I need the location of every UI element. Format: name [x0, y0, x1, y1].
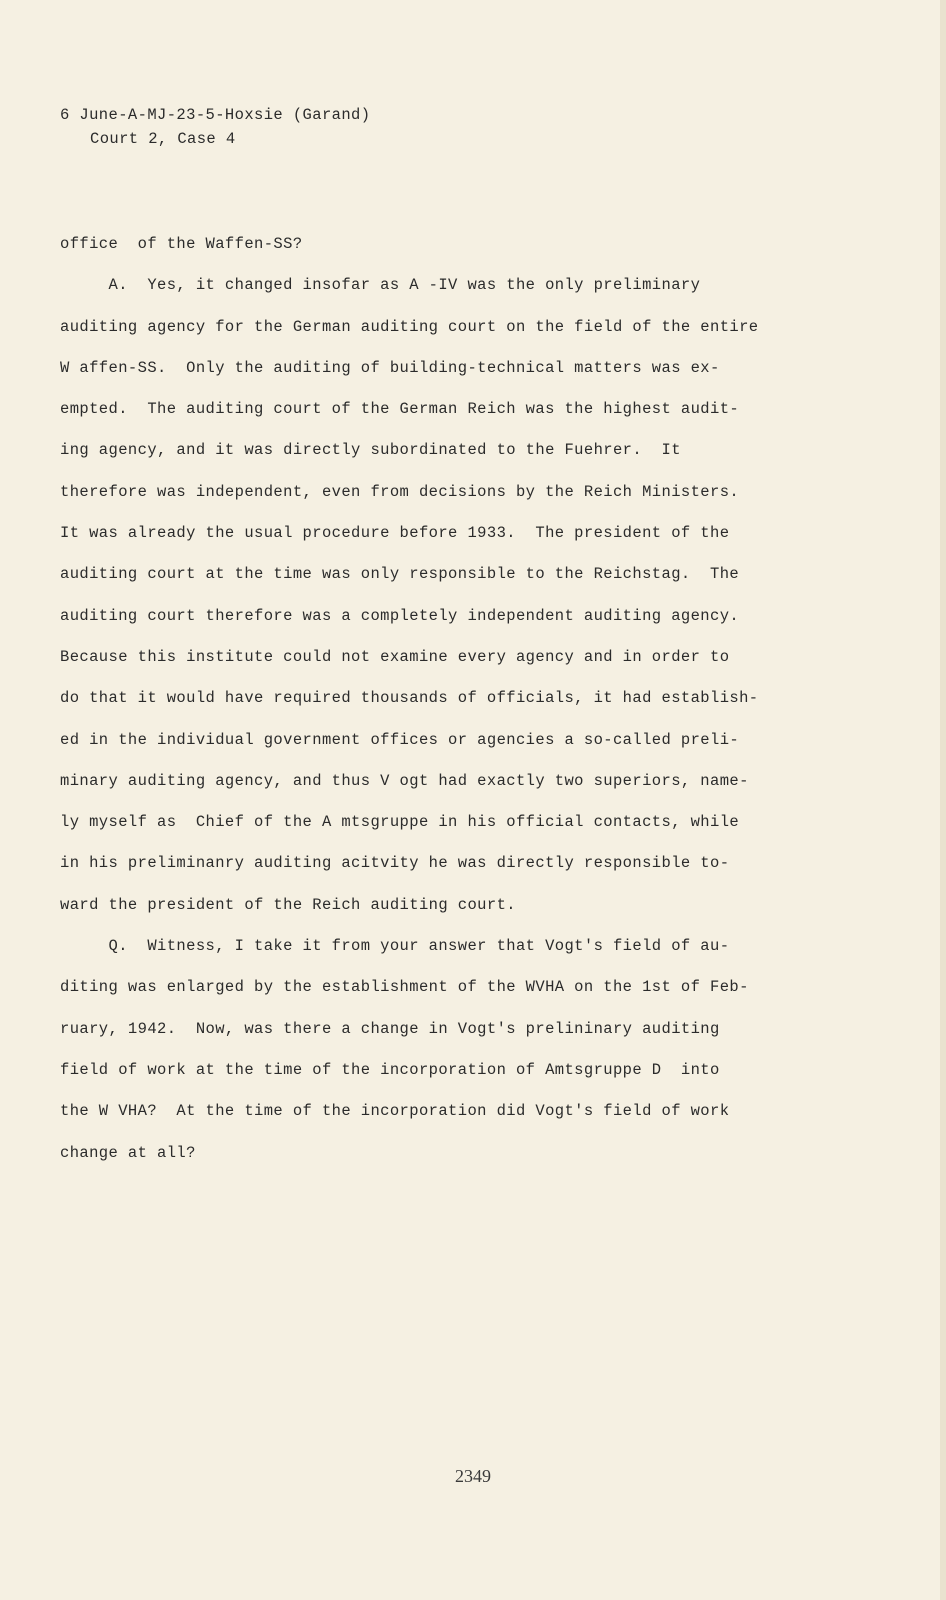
page-edge: [940, 0, 946, 1600]
header-line-2: Court 2, Case 4: [90, 130, 236, 148]
body-line: diting was enlarged by the establishment of the WVHA on the 1st of Feb-: [60, 978, 749, 997]
body-line: change at all?: [60, 1143, 196, 1162]
body-line: in his preliminanry auditing acitvity he was directly responsible to-: [60, 854, 730, 873]
body-line: empted. The auditing court of the German Reich was the highest audit-: [60, 400, 740, 419]
body-line: A. Yes, it changed insofar as A -IV was the only preliminary: [60, 276, 701, 295]
body-line: ing agency, and it was directly subordinated to the Fuehrer. It: [60, 441, 681, 460]
body-line: office of the Waffen-SS?: [60, 235, 303, 253]
header-line-1: 6 June-A-MJ-23-5-Hoxsie (Garand): [60, 106, 371, 124]
body-line: ruary, 1942. Now, was there a change in Vogt's prelininary auditing: [60, 1019, 720, 1038]
transcript-body: [60, 224, 860, 1174]
document-header: [60, 103, 370, 151]
page-number: 2349: [455, 1466, 491, 1486]
body-line: ly myself as Chief of the A mtsgruppe in his official contacts, while: [60, 813, 740, 832]
body-line: It was already the usual procedure before 1933. The president of the: [60, 524, 730, 543]
body-line: Q. Witness, I take it from your answer that Vogt's field of au-: [60, 937, 730, 956]
body-line: the W VHA? At the time of the incorporation did Vogt's field of work: [60, 1102, 730, 1121]
body-line: do that it would have required thousands of officials, it had establish-: [60, 689, 759, 708]
body-line: therefore was independent, even from decisions by the Reich Ministers.: [60, 482, 740, 501]
body-line: field of work at the time of the incorporation of Amtsgruppe D into: [60, 1060, 720, 1079]
body-line: minary auditing agency, and thus V ogt had exactly two superiors, name-: [60, 771, 749, 790]
body-line: W affen-SS. Only the auditing of building-technical matters was ex-: [60, 358, 720, 377]
body-line: auditing court at the time was only responsible to the Reichstag. The: [60, 565, 740, 584]
body-line: ward the president of the Reich auditing court.: [60, 895, 516, 914]
body-line: ed in the individual government offices or agencies a so-called preli-: [60, 730, 740, 749]
body-line: auditing court therefore was a completely independent auditing agency.: [60, 606, 740, 625]
body-line: auditing agency for the German auditing court on the field of the entire: [60, 317, 759, 336]
body-line: Because this institute could not examine every agency and in order to: [60, 647, 730, 666]
